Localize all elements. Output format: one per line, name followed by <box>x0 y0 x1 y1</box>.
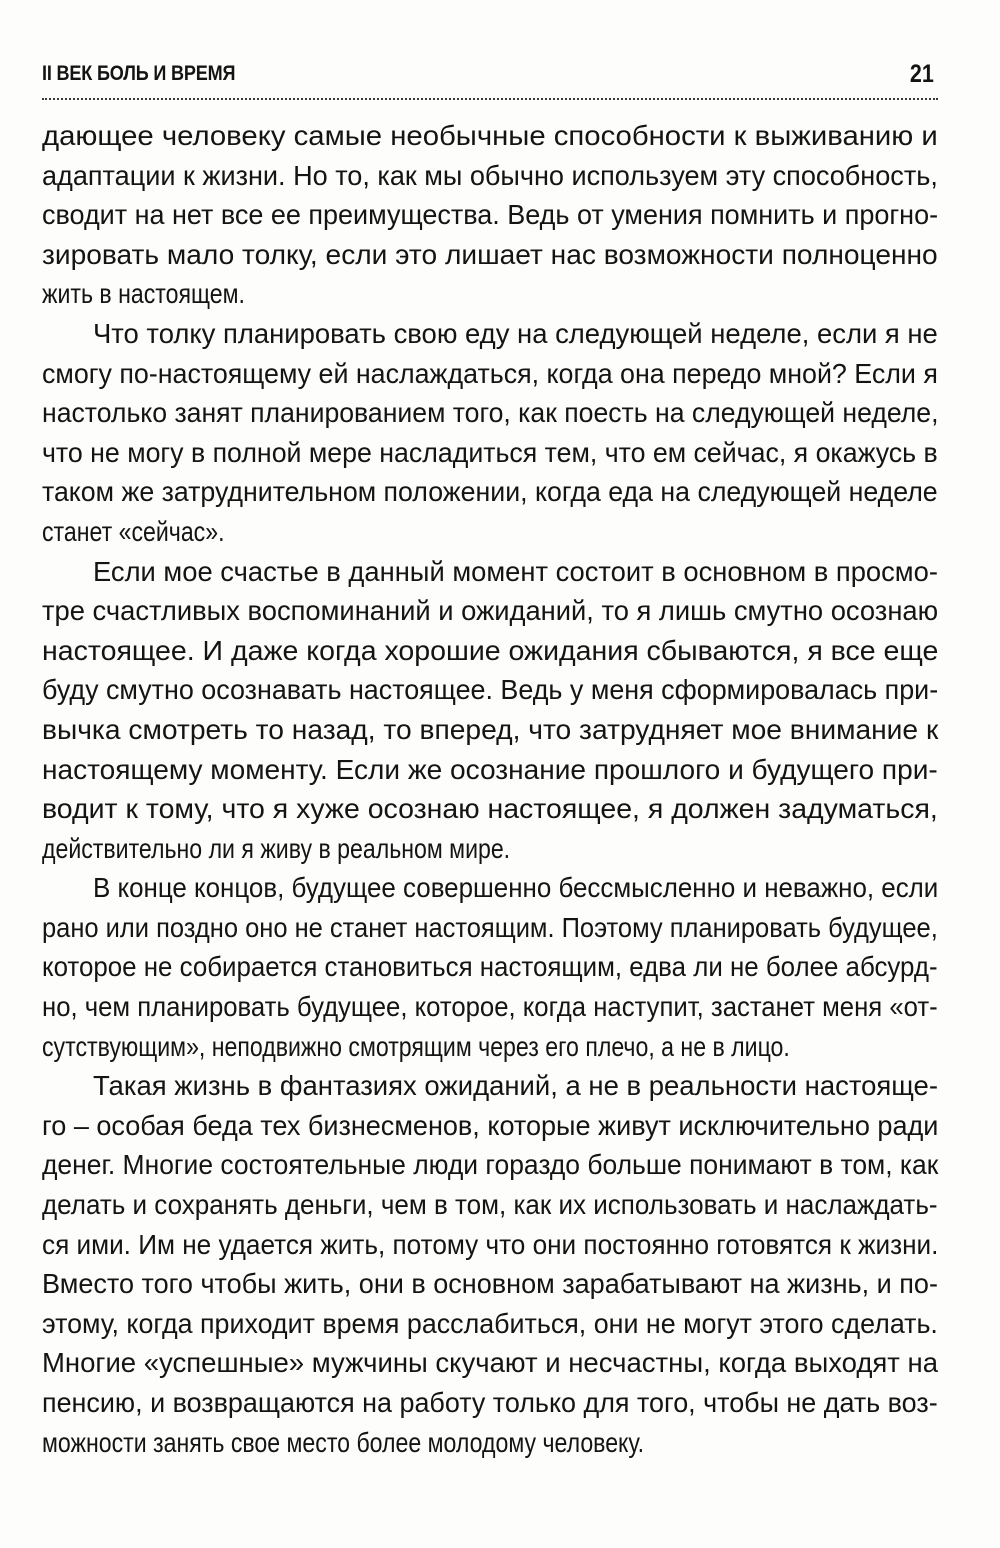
text-line: можности занять свое место более молодому человеку. <box>42 1425 645 1458</box>
text-line: сутствующим», неподвижно смотрящим через его плечо, а не в лицо. <box>42 1029 790 1062</box>
text-line: жить в настоящем. <box>42 277 245 310</box>
text-line: настолько занят планированием того, как поесть на следующей неделе, <box>42 396 939 429</box>
text-line: Такая жизнь в фантазиях ожиданий, а не в реальности настояще- <box>93 1069 938 1102</box>
text-line: ся ими. Им не удается жить, потому что они постоянно готовятся к жизни. <box>42 1227 939 1260</box>
page-number: 21 <box>910 60 934 88</box>
text-line: настоящему моменту. Если же осознание прошлого и будущего при- <box>42 752 938 785</box>
running-title: II ВЕК БОЛЬ И ВРЕМЯ <box>42 62 236 85</box>
text-line: адаптации к жизни. Но то, как мы обычно используем эту способность, <box>42 158 938 191</box>
running-header <box>42 60 938 100</box>
text-line: сводит на нет все ее преимущества. Ведь от умения помнить и прогно- <box>42 198 939 231</box>
text-line: дающее человеку самые необычные способности к выживанию и <box>42 119 938 151</box>
text-line: делать и сохранять деньги, чем в том, как их использовать и наслаждать- <box>42 1188 938 1221</box>
text-line: таком же затруднительном положении, когда еда на следующей неделе <box>42 475 938 508</box>
text-line: зировать мало толку, если это лишает нас возможности полноценно <box>42 237 938 270</box>
text-line: денег. Многие состоятельные люди гораздо больше понимают в том, как <box>42 1148 939 1181</box>
text-line: Что толку планировать свою еду на следующей неделе, если я не <box>93 316 938 349</box>
text-line: Многие «успешные» мужчины скучают и несчастны, когда выходят на <box>42 1346 939 1379</box>
text-line: вычка смотреть то назад, то вперед, что затрудняет мое внимание к <box>42 712 939 745</box>
text-line: Если мое счастье в данный момент состоит в основном в просмо- <box>93 554 938 587</box>
text-line: смогу по-настоящему ей наслаждаться, когда она передо мной? Если я <box>42 356 938 389</box>
text-line: станет «сейчас». <box>42 514 225 547</box>
text-line: но, чем планировать будущее, которое, когда наступит, застанет меня «от- <box>42 990 938 1023</box>
text-line: действительно ли я живу в реальном мире. <box>42 831 511 864</box>
text-line: рано или поздно оно не станет настоящим. Поэтому планировать будущее, <box>42 910 938 943</box>
text-line: которое не собирается становиться настоящим, едва ли не более абсурд- <box>42 950 938 983</box>
text-line: буду смутно осознавать настоящее. Ведь у меня сформировалась при- <box>42 673 939 706</box>
text-line: го – особая беда тех бизнесменов, которые живут исключительно ради <box>42 1108 939 1141</box>
body-text <box>42 116 938 1462</box>
text-line: пенсию, и возвращаются на работу только для того, чтобы не дать воз- <box>42 1386 938 1418</box>
text-line: В конце концов, будущее совершенно бессмысленно и неважно, если <box>93 871 939 904</box>
text-line: водит к тому, что я хуже осознаю настоящее, я должен задуматься, <box>42 792 938 825</box>
text-line: этому, когда приходит время расслабиться, они не могут этого сделать. <box>42 1306 938 1339</box>
text-line: настоящее. И даже когда хорошие ожидания сбываются, я все еще <box>42 633 939 666</box>
text-line: тре счастливых воспоминаний и ожиданий, то я лишь смутно осознаю <box>42 594 939 627</box>
text-line: что не могу в полной мере насладиться тем, что ем сейчас, я окажусь в <box>42 435 938 468</box>
text-line: Вместо того чтобы жить, они в основном зарабатывают на жизнь, и по- <box>42 1267 938 1300</box>
